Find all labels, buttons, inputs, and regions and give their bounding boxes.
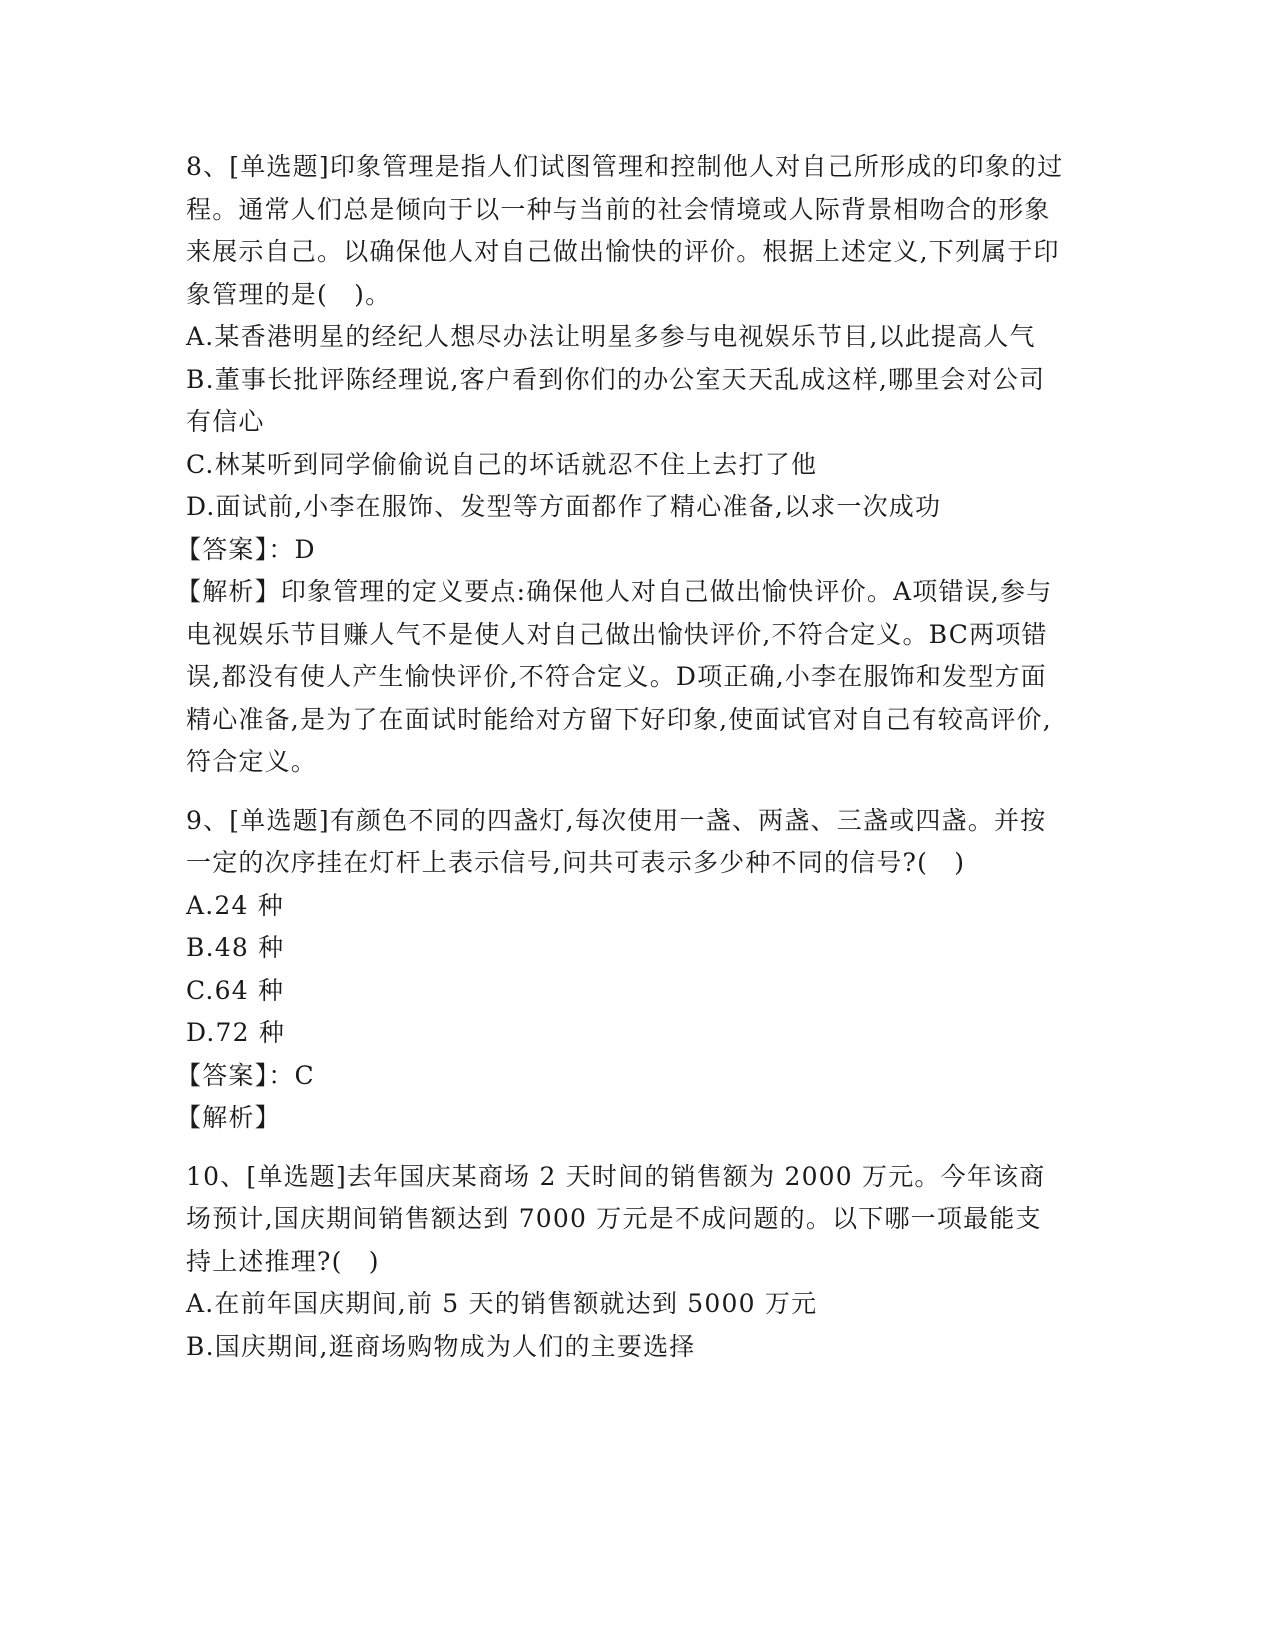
explanation-text: 印象管理的定义要点:确保他人对自己做出愉快评价。A项错误,参与电视娱乐节目赚人气不是使人对自己做出愉快评价,不符合定义。BC两项错误,都没有使人产生愉快评价,不符合定义。D项正确,小李在服饰和发型方面精心准备,是为了在面试时能给对方留下好印象,使面试官对自己有较高评价,符合定义。	[186, 577, 1053, 776]
explanation-line	[176, 1097, 1066, 1140]
option-d: D.72 种	[186, 1018, 286, 1047]
question-8	[176, 146, 1066, 784]
option-b: B.国庆期间,逛商场购物成为人们的主要选择	[186, 1331, 696, 1361]
question-9	[176, 800, 1066, 1140]
question-10	[186, 1156, 1066, 1369]
option-b: B.48 种	[186, 933, 285, 962]
answer-line	[176, 1055, 1066, 1098]
explanation-label: 【解析】	[176, 577, 281, 606]
question-stem: 9、[单选题]有颜色不同的四盏灯,每次使用一盏、两盏、三盏或四盏。并按一定的次序挂在灯杆上表示信号,问共可表示多少种不同的信号?( )	[186, 805, 1047, 877]
explanation-label: 【解析】	[176, 1103, 281, 1132]
document-page	[176, 146, 1066, 1368]
question-stem: 10、[单选题]去年国庆某商场 2 天时间的销售额为 2000 万元。今年该商场预计,国庆期间销售额达到 7000 万元是不成问题的。以下哪一项最能支持上述推理?( )	[186, 1161, 1046, 1276]
question-stem: 8、[单选题]印象管理是指人们试图管理和控制他人对自己所形成的印象的过程。通常人们总是倾向于以一种与当前的社会情境或人际背景相吻合的形象来展示自己。以确保他人对自己做出愉快的评价。根据上述定义,下列属于印象管理的是( )。	[186, 152, 1064, 309]
answer-value: ：D	[268, 534, 316, 564]
option-c: C.64 种	[186, 975, 285, 1005]
answer-line	[176, 529, 1066, 572]
option-a: A.在前年国庆期间,前 5 天的销售额就达到 5000 万元	[186, 1289, 818, 1318]
option-b: B.董事长批评陈经理说,客户看到你们的办公室天天乱成这样,哪里会对公司有信心	[186, 364, 1046, 436]
option-a: A.24 种	[186, 890, 284, 920]
option-c: C.林某听到同学偷偷说自己的坏话就忍不住上去打了他	[186, 449, 818, 479]
answer-label: 【答案】	[176, 1060, 269, 1090]
option-d: D.面试前,小李在服饰、发型等方面都作了精心准备,以求一次成功	[186, 492, 942, 521]
answer-label: 【答案】	[176, 534, 269, 564]
answer-value: ：C	[268, 1060, 315, 1090]
explanation-line	[176, 571, 1066, 784]
option-a: A.某香港明星的经纪人想尽办法让明星多参与电视娱乐节目,以此提高人气	[186, 322, 1036, 351]
